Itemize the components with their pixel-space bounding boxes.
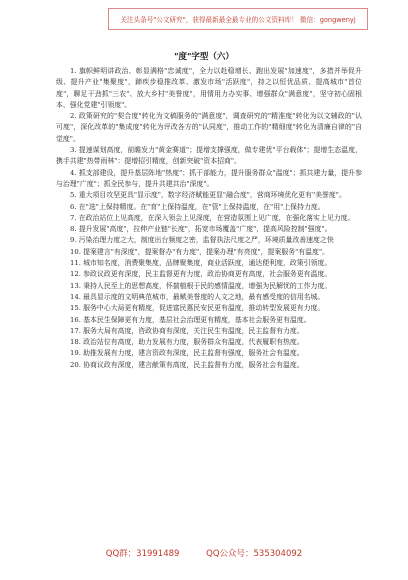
paragraph-8: 8. 提升发展"高度"，拉伸产业链"长度"，拓宽市场覆盖"广度"，提高风险控制"强度"。 [70, 225, 332, 234]
paragraph-6: 6. 在"选"上保持精度。在"育"上保持温度，在"管"上保持温度，在"用"上保持力度。 [70, 202, 325, 211]
promo-banner-text: 关注头条号"公文研究"，获得最新最全最专业的公文资料库！ 微信：gongwenyj [120, 16, 356, 24]
paragraph-17: 17. 服务大局有高度，咨政协商有深度，关注民生有温度，民主监督有力度。 [70, 326, 304, 335]
document-title: "度"字型（六） [174, 52, 234, 62]
paragraph-14: 14. 最具显示度的文明典范城市，最赋美誉度的人文之地，最有感受度的信用名城。 [70, 292, 325, 301]
paragraph-1: 1. 旗帜鲜明讲政治、彰显满格"忠诚度"，全力以赴稳增长、跑出发展"加速度"，多措并举促升级、提升产业"集聚度"，蹄疾步稳推改革、激发市场"活跃度"，持之以恒优品质、提高城市"首位度"，聊足干劲抓"三农"、放大乡村"美誉度"，用情用力办实事、增强群众"满意度"，坚守初心固根本、强化党建"引领度"。 [56, 67, 362, 109]
qq-official-text: QQ公众号：535304092 [206, 549, 303, 559]
paragraph-16: 16. 基本民生保障更有力度，基层社会治理更有精度，基本社会服务更有温度。 [70, 315, 311, 324]
paragraph-12: 12. 参政议政更有深度，民主监督更有力度，政治协商更有高度，社会服务更有温度。 [70, 270, 332, 279]
document-body [56, 66, 362, 371]
paragraph-15: 15. 服务中心大局更有精度，促进富民惠民安民更有温度，推动转型发展更有力度。 [70, 304, 325, 313]
paragraph-9: 9. 污染治理力度之大，制度出台频度之密，监督执法尺度之严，环境质量改善速度之快 [70, 236, 334, 245]
paragraph-4: 4. 抓支部建设，提升基层阵地"热度"；抓干部能力，提升服务群众"温度"；抓共建力量，提升参与治理"广度"；抓全民参与，提升共建共治"深度"。 [56, 168, 362, 188]
paragraph-13: 13. 秉持人民至上的思想高度，怀揣植根于民的感情温度，增强为民解忧的工作力度。 [70, 281, 332, 290]
qq-group-text: QQ群：31991489 [105, 549, 180, 559]
paragraph-11: 11. 城市知名度，消费聚集度，品牌聚集度，商业活跃度，通达便利度，政策引领度。 [70, 259, 332, 268]
paragraph-5: 5. 重大项目攻坚更具"显示度"，数字经济赋能更显"融合度"，营商环境优化更有"美誉度"。 [70, 191, 346, 200]
paragraph-18: 18. 政治站位有高度，助力发展有力度，服务群众有温度，代表履职有热度。 [70, 338, 304, 347]
promo-banner [108, 8, 368, 30]
paragraph-2: 2. 政策研究的"契合度"转化为文稿服务的"满意度"，调查研究的"精准度"转化为以文辅政的"认可度"，深化改革的"集成度"转化为评改各方的"认同度"，推动工作的"精细度"转化为清廉自律的"自觉度"。 [56, 112, 362, 143]
paragraph-20: 20. 协商议政有深度，建言献策有高度，民主监督有力度，服务社会有温度。 [70, 360, 304, 369]
contact-footer [0, 547, 408, 559]
paragraph-7: 7. 在政治站位上见高度，在深入领会上见深度，在营造氛围上见广度，在强化落实上见力度。 [70, 213, 355, 222]
paragraph-10: 10. 提案建言"有深度"，提案督办"有力度"，提案办理"有亮度"，提案服务"有温度"。 [70, 247, 330, 256]
paragraph-19: 19. 助推发展有力度，建言资政有深度，民主监督有强度，服务社会有温度。 [70, 349, 304, 358]
paragraph-3: 3. 提速谋划高度，前瞻发力"黄金赛道"；提增支撑强度，做专建优"平台载体"；提增生态温度，携手共建"热带雨林"：提增招引精度，创新突破"资本招商"。 [56, 146, 362, 166]
